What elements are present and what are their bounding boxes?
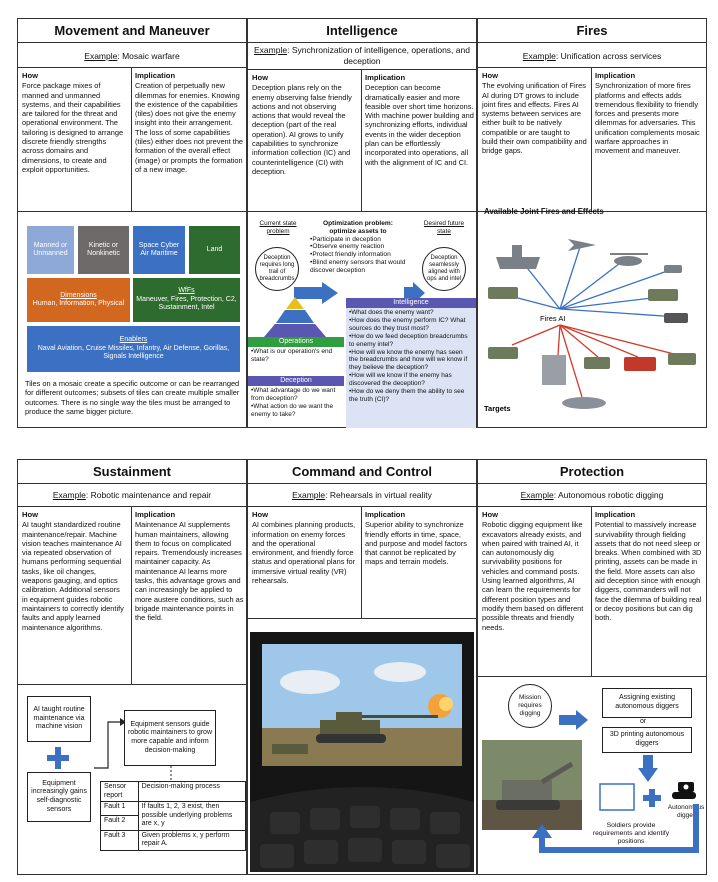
example-line: Example: Robotic maintenance and repair	[52, 490, 212, 500]
panel-fires	[477, 18, 707, 428]
tile-space: Space Cyber Air Maritime	[133, 226, 185, 274]
operations-label: Operations	[248, 337, 344, 347]
return-arrow-icon	[528, 802, 708, 862]
dotted-connector	[168, 766, 174, 782]
fires-diagram-title: Available Joint Fires and Effects	[484, 207, 604, 216]
panel-title: Intelligence	[248, 19, 476, 43]
implication-column: Implication Superior ability to synchronize friendly efforts in time, space, and purpose and model factors that cannot be replicated by maps and terrain models.	[365, 510, 467, 567]
tile-land: Land	[189, 226, 240, 274]
deception-label: Deception	[248, 376, 344, 386]
fires-network-diagram	[478, 217, 708, 427]
right-arrow-icon	[558, 710, 590, 730]
tile-wffs: WfFs Maneuver, Fires, Protection, C2, Sustainment, Intel	[133, 278, 240, 322]
example-line: Example: Unification across services	[522, 51, 662, 61]
ai-taught-box: AI taught routine maintenance via machine vision	[27, 696, 91, 742]
example-line: Example: Autonomous robotic digging	[520, 490, 664, 500]
list-item: • How do we feed deception breadcrumbs to enemy intel?	[349, 333, 473, 349]
list-item: • Protect friendly information	[310, 251, 406, 259]
how-column: How AI taught standardized routine maintenance/repair. Machine vision teaches maintenance AI via repeated observation of humans performing sequential tasks, like oil changes, weapons gauging, and optics calibration. Additional sensors in equipment guides robotic maintainers to correctly identify faults and apply learned maintenance algorithms.	[22, 510, 124, 632]
list-item: • What does the enemy want?	[349, 309, 473, 317]
implication-column: Implication Potential to massively increase survivability through fielding assets that do not need sleep or breaks. When combined with 3D printing, assets can be made in the field. More assets can also aid deception since with enough diggers, commanders will not face the dilemma of building real or decoy positions but can dig both.	[595, 510, 702, 623]
fault-table: Sensor report Decision-making process Fault 1 If faults 1, 2, 3 exist, then possible underlying problems are x, y Fault 2 Fault 3 Given problems x, y perform repair A.	[100, 781, 246, 851]
panel-movement-maneuver	[17, 18, 247, 428]
soldiers-caption: Soldiers provide requirements and identify positions	[592, 822, 670, 846]
how-column: How Deception plans rely on the enemy observing false friendly actions and not observing actions that would reveal the deception (part of the real operation). AI grows to unify capabilities to synchronize information collection (IC) and counterintelligence (CI) with deception.	[252, 73, 352, 176]
how-column: How Force package mixes of manned and unmanned systems, and their capabilities are tailored for the threat and operational environment. The tailoring is designed to arrange discrete friendly strengths across domains and dimensions, to create and exploit opportunities.	[22, 71, 124, 174]
intelligence-questions	[346, 308, 476, 428]
assign-diggers-box: Assigning existing autonomous diggers	[602, 688, 692, 718]
drone-icon	[664, 265, 682, 273]
list-item: • What advantage do we want from deception?	[251, 387, 341, 403]
mission-circle: Mission requires digging	[508, 684, 552, 728]
autonomous-digger-label: Autonomous digger	[667, 804, 705, 819]
helicopter-icon	[614, 256, 642, 266]
warship-icon	[496, 257, 540, 269]
list-item: • How do we deny them the ability to see the truth (CI)?	[349, 388, 473, 404]
launcher-icon	[648, 289, 678, 301]
panel-title: Sustainment	[18, 460, 246, 484]
implication-column: Implication Deception can become dramatically easier and more feasible over short time horizons. With machine power building and synchronizing efforts, individual events in the wider deception plan can be effortlessly incorporated into operations, all with the alignment of IC and CI.	[365, 73, 474, 167]
example-line: Example: Synchronization of intelligence, operations, and deception	[254, 45, 470, 66]
intelligence-label: Intelligence	[346, 298, 476, 308]
operations-questions	[248, 347, 344, 365]
fighter-jet-icon	[568, 239, 596, 251]
example-line: Example: Rehearsals in virtual reality	[292, 490, 432, 500]
targets-label: Targets	[484, 404, 511, 413]
tile-dimensions: Dimensions Human, Information, Physical	[27, 278, 130, 322]
panel-title: Command and Control	[248, 460, 476, 484]
how-column: How The evolving unification of Fires AI during DT grows to include joint fires and effects. Fires AI systems between services are either built to be natively compatible or are taught to build their own compatibility and bridge gaps.	[482, 71, 587, 156]
pyramid-icon	[262, 295, 328, 339]
guide-maintainers-box: Equipment sensors guide robotic maintainers to grow more capable and inform decision-making	[124, 710, 216, 766]
how-column: How AI combines planning products, information on enemy forces and the operational environment, and friendly force status and operational plans for immersive virtual reality (VR) rehearsals.	[252, 510, 356, 586]
list-item: • What action do we want the enemy to take?	[251, 403, 341, 419]
target-ship-icon	[562, 397, 606, 409]
list-item: • What is our operation's end state?	[251, 348, 341, 364]
optimization-box: Optimization problem: optimize assets to • Participate in deception • Observe enemy reaction • Protect friendly information • Blind enemy sensors that would discover deception	[310, 220, 406, 275]
or-label: or	[640, 718, 647, 725]
panel-title: Protection	[478, 460, 706, 484]
implication-column: Implication Creation of perpetually new dilemmas for enemies. Knowing the existence of the capabilities (tiles) does not give the enemy insight into their arrangement. The loss of some capabilities (tiles) either does not prevent the formation of the overall effect (image) or prompts the formation of a new image.	[135, 71, 244, 174]
fires-ai-label: Fires AI	[540, 314, 566, 323]
down-arrow-icon	[638, 754, 658, 784]
current-state-title: Current state problem	[259, 220, 297, 235]
example-line: Example: Mosaic warfare	[84, 51, 180, 61]
list-item: • Participate in deception	[310, 236, 406, 244]
implication-column: Implication Maintenance AI supplements human maintainers, allowing them to focus on complicated repairs. Tremendously increases maintainer capacity. As maintenance AI learns more tasks, this advantage grows and can increasingly be applied to more austere conditions, such as brigade maintenance points in the field.	[135, 510, 244, 623]
printing-diggers-box: 3D printing autonomous diggers	[602, 727, 692, 753]
target-building-icon	[542, 355, 566, 385]
tile-enablers: Enablers Naval Aviation, Cruise Missiles, Infantry, Air Defense, Gorillas, Signals Intelligence	[27, 326, 240, 372]
list-item: • How will we know if the enemy has discovered the deception?	[349, 372, 473, 388]
artillery-icon	[488, 287, 518, 299]
panel-title: Fires	[478, 19, 706, 43]
panel-title: Movement and Maneuver	[18, 19, 246, 43]
vr-rehearsal-image	[250, 632, 474, 872]
digger-icon	[670, 778, 698, 802]
equipment-sensors-box: Equipment increasingly gains self-diagnostic sensors	[27, 772, 91, 822]
list-item: • Observe enemy reaction	[310, 243, 406, 251]
mosaic-caption: Tiles on a mosaic create a specific outcome or can be rearranged for different outcomes; subsets of tiles can create multiple smaller outcomes. There is no single way the tiles must be arranged to produce the same bigger picture.	[25, 379, 240, 416]
target-artillery-icon	[668, 353, 696, 365]
list-item: • How does the enemy perform IC? What sources do they trust most?	[349, 317, 473, 333]
drone-small-icon	[664, 313, 688, 323]
tile-kinetic: Kinetic or Nonkinetic	[78, 226, 129, 274]
tile-manned: Manned or Unmanned	[27, 226, 74, 274]
desired-state-circle: Deception seamlessly aligned with ops and intel	[422, 247, 466, 291]
panel-sustainment	[17, 459, 247, 875]
target-tank-icon	[488, 347, 518, 359]
how-column: How Robotic digging equipment like excavators already exists, and when paired with trained AI, it can autonomously dig survivability positions for vehicles and command posts. Using learned algorithms, AI can learn the requirements for different position types and modify them based on different possible threats and friendly needs.	[482, 510, 584, 632]
panel-intelligence	[247, 18, 477, 428]
panel-command-control	[247, 459, 477, 875]
list-item: • How will we know the enemy has seen the breadcrumbs and how will we know if they believe the deception?	[349, 349, 473, 373]
implication-column: Implication Synchronization of more fires platforms and effects adds tremendous flexibility to friendly forces and presents more dilemmas for adversaries. This unification complements mosaic warfare approaches in movement and maneuver.	[595, 71, 700, 156]
elbow-arrow-icon	[92, 712, 126, 772]
target-vehicle-icon	[584, 357, 610, 369]
target-train-icon	[624, 357, 656, 371]
deception-questions	[248, 386, 344, 420]
panel-protection	[477, 459, 707, 875]
desired-state-title: Desired future state	[423, 220, 465, 235]
current-state-circle: Deception requires long trail of breadcrumbs	[255, 247, 299, 291]
list-item: • Blind enemy sensors that would discover deception	[310, 259, 406, 275]
plus-icon	[46, 746, 70, 770]
